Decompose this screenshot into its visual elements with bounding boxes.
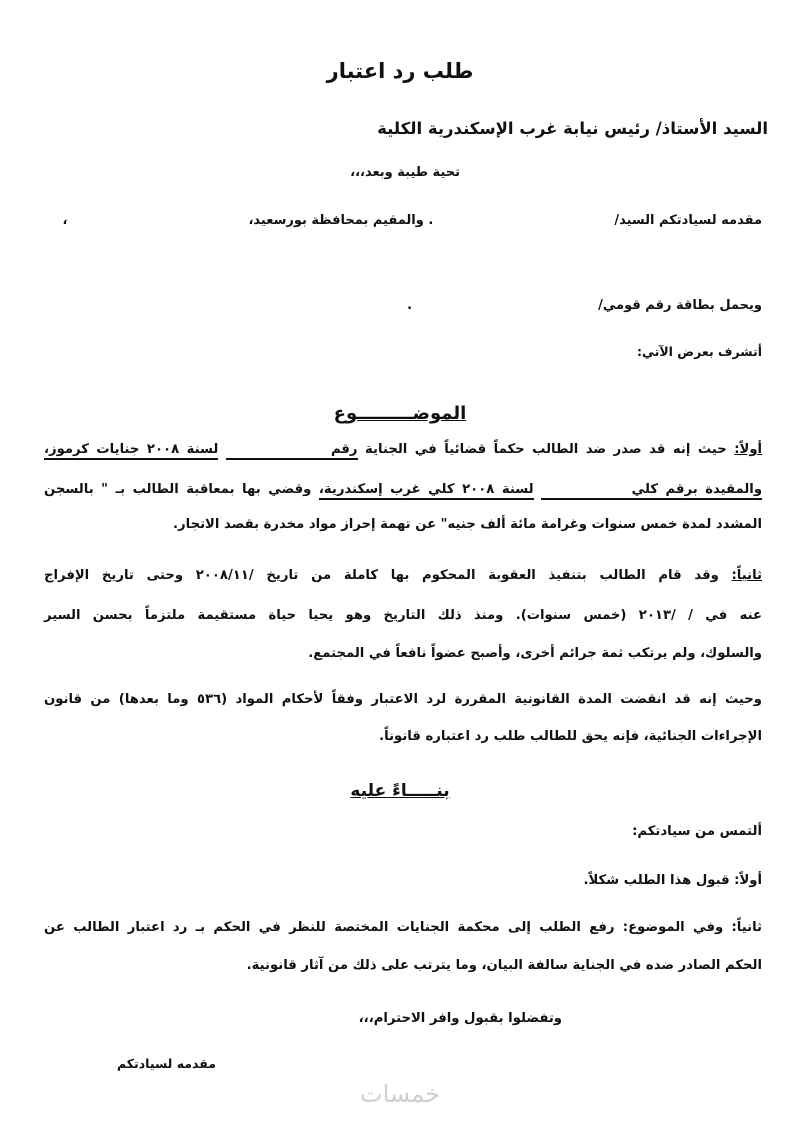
subject-heading bbox=[0, 401, 800, 427]
whereas-line-1: وحيث إنه قد انقضت المدة القانونية المقررة لرد الاعتبار وفقاً لأحكام المواد (٥٣٦ وما بعدها) من قانون bbox=[44, 692, 762, 707]
second-paragraph-line-2: عنه في / /٢٠١٣ (خمس سنوات). ومنذ ذلك التاريخ وهو يحيا حياة مستقيمة ملتزماً بحسن السير bbox=[44, 608, 762, 623]
first-line2-a: والمقيدة برقم كلي bbox=[541, 482, 762, 500]
signature-line: مقدمه لسيادتكم bbox=[116, 1056, 216, 1071]
second-label: ثانياً: bbox=[731, 568, 762, 583]
closing-line: وتفضلوا بقبول وافر الاحترام،،، bbox=[358, 1011, 562, 1026]
first-paragraph-line-1 bbox=[44, 440, 762, 460]
addressee-line: السيد الأستاذ/ رئيس نيابة غرب الإسكندرية الكلية bbox=[377, 119, 768, 138]
first-label: أولاً: bbox=[734, 442, 763, 457]
second-paragraph-line-3: والسلوك، ولم يرتكب ثمة جرائم أخرى، وأصبح عضواً نافعاً في المجتمع. bbox=[308, 646, 762, 661]
national-id-suffix: . bbox=[407, 298, 413, 313]
first-line1-b: رقم bbox=[226, 442, 358, 460]
national-id-prefix: ويحمل بطاقة رقم قومي/ bbox=[598, 298, 762, 313]
honor-line: أتشرف بعرض الآتي: bbox=[637, 344, 762, 359]
document-title: طلب رد اعتبار bbox=[326, 59, 474, 83]
presenter-suffix: ، bbox=[62, 213, 68, 228]
first-paragraph-line-2 bbox=[44, 480, 762, 500]
second-line1-text: وقد قام الطالب بتنفيذ العقوبة المحكوم بها كاملة من تاريخ /٢٠٠٨/١١ وحتى تاريخ الإفراج bbox=[44, 568, 719, 583]
based-heading-text: بنـــــاءً عليه bbox=[350, 781, 450, 801]
request-intro: ألتمس من سيادتكم: bbox=[632, 824, 762, 839]
request-first: أولاً: قبول هذا الطلب شكلاً. bbox=[583, 873, 762, 888]
presenter-residence: . والمقيم بمحافظة بورسعيد، bbox=[248, 213, 434, 228]
watermark-logo: خمسات bbox=[359, 1080, 441, 1108]
first-line1-a: حيث إنه قد صدر ضد الطالب حكماً قضائياً في الجناية bbox=[365, 442, 727, 457]
request-second-line-1: ثانياً: وفي الموضوع: رفع الطلب إلى محكمة الجنايات المختصة للنظر في الحكم بـ رد اعتبار الطالب عن bbox=[44, 920, 762, 935]
presenter-prefix: مقدمه لسيادتكم السيد/ bbox=[614, 213, 762, 228]
first-line2-c: وقضي بها بمعاقبة الطالب بـ " بالسجن bbox=[44, 482, 312, 497]
request-second-line-2: الحكم الصادر ضده في الجناية سالفة البيان، وما يترتب على ذلك من آثار قانونية. bbox=[246, 958, 762, 973]
second-paragraph-line-1 bbox=[44, 566, 762, 586]
greeting-line: تحية طيبة وبعد،،، bbox=[350, 165, 460, 180]
subject-heading-text: الموضـــــــــوع bbox=[333, 403, 467, 424]
presenter-line bbox=[62, 211, 762, 231]
first-line2-b: لسنة ٢٠٠٨ كلي غرب إسكندرية، bbox=[319, 482, 534, 500]
whereas-line-2: الإجراءات الجنائية، فإنه يحق للطالب طلب رد اعتباره قانوناً. bbox=[379, 729, 762, 744]
first-line1-c: لسنة ٢٠٠٨ جنايات كرموز، bbox=[44, 442, 218, 460]
national-id-line bbox=[407, 296, 762, 316]
first-paragraph-line-3: المشدد لمدة خمس سنوات وغرامة مائة ألف جنيه" عن تهمة إحراز مواد مخدرة بقصد الاتجار. bbox=[173, 517, 762, 532]
based-heading bbox=[0, 779, 800, 803]
